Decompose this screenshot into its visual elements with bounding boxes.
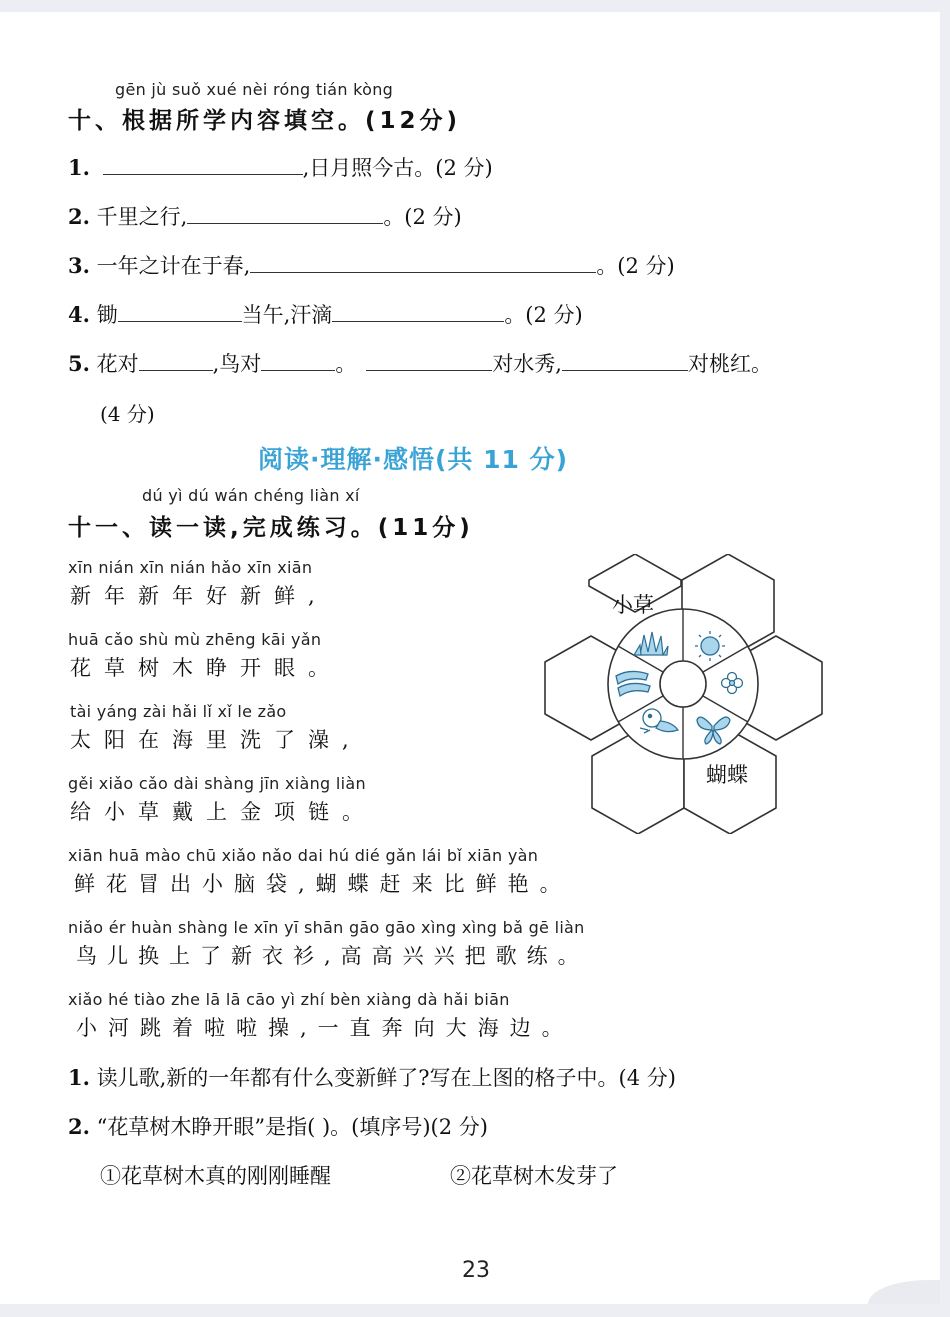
blank-3[interactable] (250, 252, 596, 273)
q10-pinyin: gēn jù suǒ xué nèi róng tián kòng (115, 80, 394, 99)
poem-line-2-pinyin: huā cǎo shù mù zhēng kāi yǎn (68, 630, 322, 649)
poem-line-1-pinyin: xīn nián xīn nián hǎo xīn xiān (68, 558, 313, 577)
section-heading: 阅读·理解·感悟(共 11 分) (258, 445, 569, 474)
q10-item-3: 3. 一年之计在于春, 。(2 分) (68, 253, 675, 278)
option-2: ②花草树木发芽了 (450, 1164, 618, 1188)
q11-sub-2: 2. “花草树木睁开眼”是指( )。(填序号)(2 分) (68, 1114, 488, 1139)
blank-4a[interactable] (118, 301, 242, 322)
blank-5b[interactable] (261, 350, 335, 371)
poem-line-2: 花草树木睁开眼。 (70, 656, 342, 680)
blank-2[interactable] (187, 203, 383, 224)
hex-label-butterfly: 蝴蝶 (706, 763, 748, 787)
poem-line-5-pinyin: xiān huā mào chū xiǎo nǎo dai hú dié gǎn lái bǐ xiān yàn (68, 846, 539, 865)
blank-5c[interactable] (366, 350, 492, 371)
flower-center (660, 661, 706, 707)
option-1: ①花草树木真的刚刚睡醒 (100, 1164, 331, 1188)
blank-1[interactable] (103, 154, 303, 175)
poem-line-6-pinyin: niǎo ér huàn shàng le xīn yī shān gāo gāo xìng xìng bǎ gē liàn (68, 918, 585, 937)
q11-title: 十一、读一读,完成练习。(11分) (68, 515, 474, 541)
poem-line-7-pinyin: xiǎo hé tiào zhe lā lā cāo yì zhí bèn xiàng dà hǎi biān (68, 990, 510, 1009)
page-number: 23 (462, 1258, 490, 1283)
poem-line-3-pinyin: tài yáng zài hǎi lǐ xǐ le zǎo (70, 702, 287, 721)
q11-sub-1: 1. 读儿歌,新的一年都有什么变新鲜了?写在上图的格子中。(4 分) (68, 1065, 676, 1090)
hex-label-grass: 小草 (612, 593, 654, 617)
q10-item-2: 2. 千里之行, 。(2 分) (68, 204, 462, 229)
hexagon-flower-diagram (540, 554, 830, 834)
poem-line-3: 太阳在海里洗了澡, (70, 728, 362, 752)
poem-line-4: 给小草戴上金项链。 (70, 800, 376, 824)
q10-item-1: 1. ,日月照今古。(2 分) (68, 155, 493, 180)
q11-sub-2-text[interactable]: “花草树木睁开眼”是指( )。(填序号)(2 分) (96, 1115, 488, 1139)
poem-line-5: 鲜花冒出小脑袋,蝴蝶赶来比鲜艳。 (74, 872, 572, 896)
q10-item-5-score: (4 分) (100, 402, 155, 426)
blank-5a[interactable] (139, 350, 213, 371)
q10-item-4: 4. 锄 当午,汗滴 。(2 分) (68, 302, 583, 327)
q10-item-5: 5. 花对 ,鸟对 。 对水秀, 对桃红。 (68, 351, 772, 376)
blank-5d[interactable] (562, 350, 688, 371)
q11-pinyin: dú yì dú wán chéng liàn xí (142, 486, 360, 505)
q10-title: 十、根据所学内容填空。(12分) (68, 108, 462, 134)
poem-line-7: 小河跳着啦啦操,一直奔向大海边。 (76, 1016, 574, 1040)
poem-line-1: 新年新年好新鲜, (70, 584, 328, 608)
blank-4b[interactable] (332, 301, 504, 322)
poem-line-6: 鸟儿换上了新衣衫,高高兴兴把歌练。 (76, 944, 589, 968)
poem-line-4-pinyin: gěi xiǎo cǎo dài shàng jīn xiàng liàn (68, 774, 366, 793)
worksheet-page (0, 12, 940, 1304)
page-curl (868, 1280, 940, 1304)
